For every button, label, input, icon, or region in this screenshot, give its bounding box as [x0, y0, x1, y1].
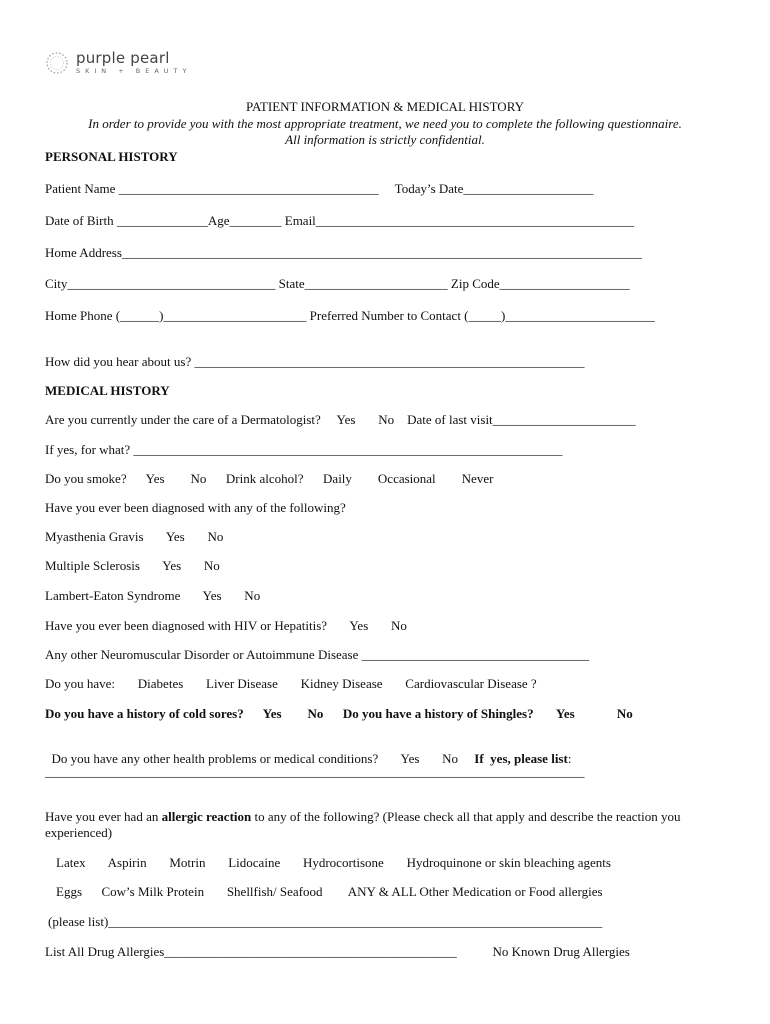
please-list-field[interactable]: (please list)____________________________________________________________________________: [48, 914, 603, 929]
allergen-options-1[interactable]: Latex Aspirin Motrin Lidocaine Hydrocortisone Hydroquinone or skin bleaching agents: [56, 855, 611, 870]
phone-field[interactable]: Home Phone (______)______________________ Preferred Number to Contact (_____)_______________________: [45, 308, 655, 323]
brand-logo: [44, 50, 191, 76]
intro-line-2: All information is strictly confidential.: [285, 132, 485, 147]
allergic-text-1: Have you ever had an: [45, 809, 162, 824]
home-address-field[interactable]: Home Address________________________________________________________________________________: [45, 245, 642, 260]
conditions-question[interactable]: Do you have: Diabetes Liver Disease Kidney Disease Cardiovascular Disease ?: [45, 676, 537, 691]
dermatologist-question[interactable]: Are you currently under the care of a Dermatologist? Yes No Date of last visit______________________: [45, 412, 636, 427]
city-state-zip-field[interactable]: City________________________________ State______________________ Zip Code____________________: [45, 276, 630, 291]
allergen-options-2[interactable]: Eggs Cow’s Milk Protein Shellfish/ Seafood ANY & ALL Other Medication or Food allergies: [56, 884, 603, 899]
hiv-question[interactable]: Have you ever been diagnosed with HIV or Hepatitis? Yes No: [45, 618, 407, 633]
medical-history-heading: MEDICAL HISTORY: [45, 383, 170, 398]
please-list-label: If yes, please list: [474, 751, 568, 766]
allergic-text-2: to any of the following? (Please check all that apply and describe the reaction you experienced): [45, 809, 681, 840]
smoke-alcohol-question[interactable]: Do you smoke? Yes No Drink alcohol? Daily Occasional Never: [45, 471, 494, 486]
health-problems-blank[interactable]: ___________________________________________________________________________________: [45, 764, 585, 779]
dob-age-email-field[interactable]: Date of Birth ______________Age________ Email_________________________________________________: [45, 213, 635, 228]
other-health-question[interactable]: [45, 735, 571, 767]
allergic-reaction-bold: allergic reaction: [161, 809, 252, 824]
colon: :: [567, 751, 572, 766]
cold-sores-shingles-question[interactable]: Do you have a history of cold sores? Yes No Do you have a history of Shingles? Yes No: [45, 706, 633, 721]
allergic-reaction-question: [45, 809, 735, 841]
diagnosed-question: Have you ever been diagnosed with any of the following?: [45, 500, 346, 515]
other-health-text: Do you have any other health problems or medical conditions? Yes No: [51, 751, 475, 766]
neuromuscular-field[interactable]: Any other Neuromuscular Disorder or Autoimmune Disease ___________________________________: [45, 647, 590, 662]
personal-history-heading: PERSONAL HISTORY: [45, 149, 178, 164]
logo-tagline: SKIN + BEAUTY: [76, 67, 192, 76]
pearl-logo-icon: [44, 50, 70, 76]
drug-allergies-field[interactable]: List All Drug Allergies_____________________________________________ No Known Drug Allergies: [45, 944, 630, 959]
logo-name: purple pearl: [76, 49, 170, 68]
form-title: PATIENT INFORMATION & MEDICAL HISTORY: [245, 99, 525, 114]
if-yes-field[interactable]: If yes, for what? __________________________________________________________________: [45, 442, 563, 457]
myasthenia-question[interactable]: Myasthenia Gravis Yes No: [45, 529, 224, 544]
intro-line-1: In order to provide you with the most appropriate treatment, we need you to complete the following questionnaire.: [88, 116, 682, 131]
ms-question[interactable]: Multiple Sclerosis Yes No: [45, 558, 220, 573]
patient-name-field[interactable]: Patient Name ________________________________________ Today’s Date____________________: [45, 181, 594, 196]
referral-field[interactable]: How did you hear about us? ____________________________________________________________: [45, 354, 585, 369]
lambert-question[interactable]: Lambert-Eaton Syndrome Yes No: [45, 588, 261, 603]
